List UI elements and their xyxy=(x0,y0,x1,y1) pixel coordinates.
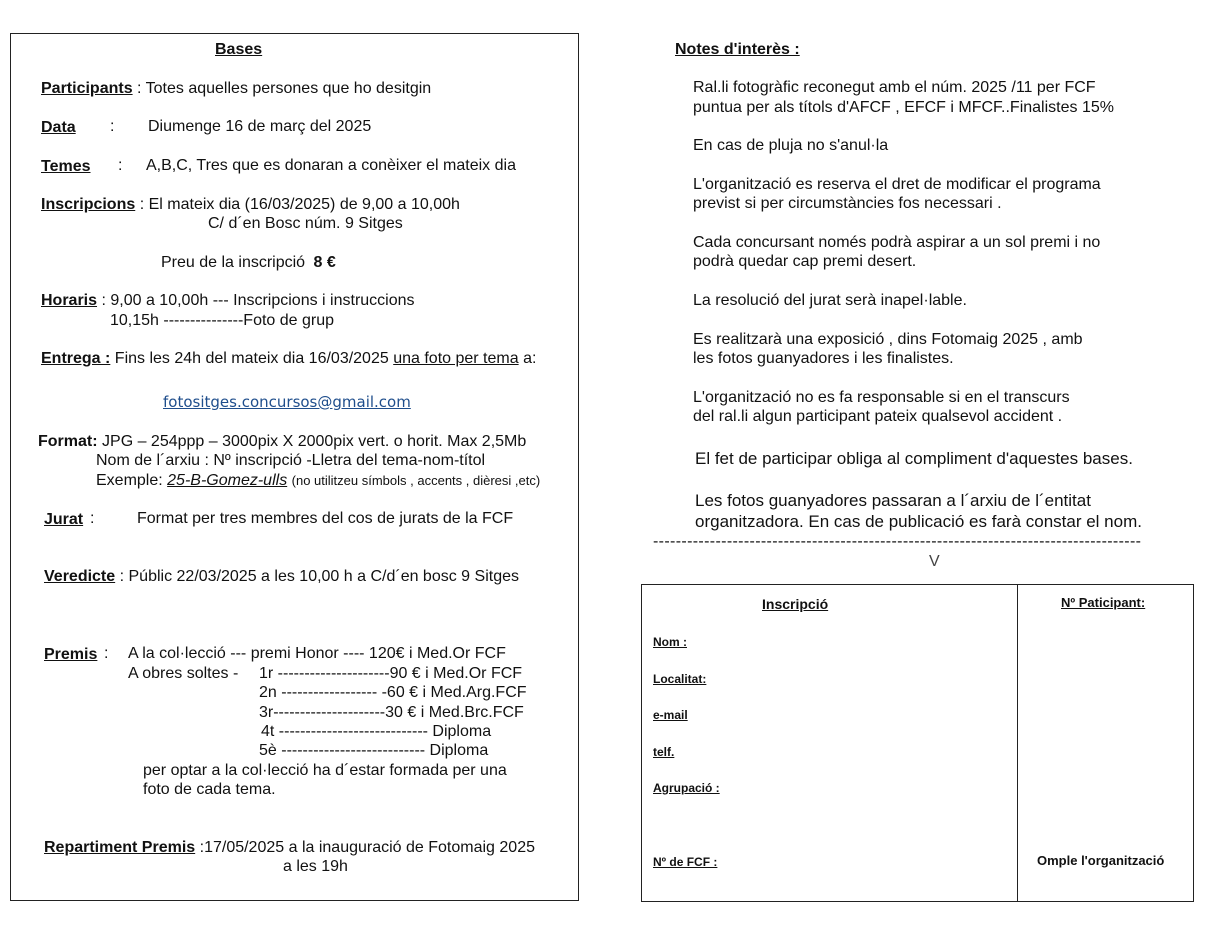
jurat-label: Jurat xyxy=(44,511,84,528)
cut-mark: V xyxy=(929,553,940,570)
bases-title: Bases xyxy=(215,41,263,58)
form-field-phone[interactable]: telf. xyxy=(653,745,675,759)
form-field-email[interactable]: e-mail xyxy=(653,708,688,722)
note-bold-line: El fet de participar obliga al compliment d'aquestes bases. xyxy=(695,449,1133,468)
inscripcions-line1: : El mateix dia (16/03/2025) de 9,00 a 10,00h xyxy=(139,196,460,213)
premis-line: A obres soltes - xyxy=(128,665,239,682)
premis-line: 3r---------------------30 € i Med.Brc.FCF xyxy=(259,704,524,721)
premis-line: 5è --------------------------- Diploma xyxy=(259,742,489,759)
format-label: Format: xyxy=(38,433,98,450)
note-line: La resolució del jurat serà inapel·lable. xyxy=(693,292,967,309)
note-line: previst si per circumstàncies fos necessari . xyxy=(693,195,1002,212)
premis-line: 4t ---------------------------- Diploma xyxy=(261,723,492,740)
premis-note: foto de cada tema. xyxy=(143,781,276,798)
veredicte-row xyxy=(44,568,519,586)
note-bold-line: Les fotos guanyadores passaran a l´arxiu de l´entitat xyxy=(695,491,1091,510)
notes-title: Notes d'interès : xyxy=(675,41,800,58)
example-row xyxy=(96,472,540,490)
repartiment-row xyxy=(44,839,535,857)
note-line: podrà quedar cap premi desert. xyxy=(693,253,917,270)
horaris-line1: : 9,00 a 10,00h --- Inscripcions i instruccions xyxy=(101,292,415,309)
note-bold-line: organitzadora. En cas de publicació es farà constar el nom. xyxy=(695,512,1142,531)
note-line: les fotos guanyadores i les finalistes. xyxy=(693,350,954,367)
data-text: Diumenge 16 de març del 2025 xyxy=(148,118,372,135)
repartiment-line2: a les 19h xyxy=(283,858,348,875)
horaris-label: Horaris xyxy=(41,292,98,309)
form-title: Inscripció xyxy=(762,596,829,612)
note-line: En cas de pluja no s'anul·la xyxy=(693,137,889,154)
participants-label: Participants xyxy=(41,80,133,97)
participants-row xyxy=(41,80,431,98)
example-label: Exemple: xyxy=(96,472,163,489)
veredicte-label: Veredicte xyxy=(44,568,116,585)
horaris-line2: 10,15h ---------------Foto de grup xyxy=(110,312,335,329)
price-text: Preu de la inscripció xyxy=(161,254,306,271)
entrega-text: Fins les 24h del mateix dia 16/03/2025 xyxy=(114,350,389,367)
temes-label: Temes xyxy=(41,158,91,175)
premis-line: A la col·lecció --- premi Honor ---- 120€ i Med.Or FCF xyxy=(128,645,506,662)
note-line: del ral.li algun participant pateix qualsevol accident . xyxy=(693,408,1063,425)
note-line: L'organització es reserva el dret de modificar el programa xyxy=(693,176,1101,193)
example-value: 25-B-Gomez-ulls xyxy=(167,472,288,489)
temes-text: A,B,C, Tres que es donaran a conèixer el mateix dia xyxy=(146,157,516,174)
example-note: (no utilitzeu símbols , accents , dièresi ,etc) xyxy=(291,473,541,488)
participant-number-title: Nº Paticipant: xyxy=(1061,595,1146,610)
form-field-locality[interactable]: Localitat: xyxy=(653,672,707,686)
cut-line: -------------------------------------------------------------------------------------- xyxy=(653,533,1142,550)
note-line: Ral.li fotogràfic reconegut amb el núm. 2025 /11 per FCF xyxy=(693,79,1096,96)
form-field-fcf-number[interactable]: Nº de FCF : xyxy=(653,855,718,869)
format-line1: JPG – 254ppp – 3000pix X 2000pix vert. o horit. Max 2,5Mb xyxy=(102,433,527,450)
form-field-group[interactable]: Agrupació : xyxy=(653,781,720,795)
premis-line: 2n ------------------ -60 € i Med.Arg.FCF xyxy=(259,684,527,701)
entrega-tail: a: xyxy=(523,350,537,367)
participants-text: : Totes aquelles persones que ho desitgin xyxy=(137,80,432,97)
entrega-label: Entrega : xyxy=(41,350,111,367)
format-line2: Nom de l´arxiu : Nº inscripció -Lletra del tema-nom-títol xyxy=(96,452,486,469)
premis-colon: : xyxy=(104,645,109,662)
format-row xyxy=(38,433,526,451)
data-colon: : xyxy=(110,118,115,135)
form-field-name[interactable]: Nom : xyxy=(653,635,687,649)
horaris-row xyxy=(41,292,415,310)
note-line: Cada concursant només podrà aspirar a un sol premi i no xyxy=(693,234,1101,251)
data-label: Data xyxy=(41,119,76,136)
inscripcions-label: Inscripcions xyxy=(41,196,136,213)
price-value: 8 € xyxy=(313,254,336,271)
repartiment-line1: :17/05/2025 a la inauguració de Fotomaig 2025 xyxy=(199,839,535,856)
inscripcions-row xyxy=(41,196,460,214)
jurat-colon: : xyxy=(90,510,95,527)
jurat-text: Format per tres membres del cos de jurats de la FCF xyxy=(137,510,514,527)
entrega-row xyxy=(41,350,536,368)
temes-colon: : xyxy=(118,157,123,174)
entrega-underline-text: una foto per tema xyxy=(393,350,519,367)
inscripcions-line2: C/ d´en Bosc núm. 9 Sitges xyxy=(208,215,403,232)
organizer-note: Omple l'organització xyxy=(1037,853,1165,868)
premis-note: per optar a la col·lecció ha d´estar formada per una xyxy=(143,762,507,779)
veredicte-text: : Públic 22/03/2025 a les 10,00 h a C/d´en bosc 9 Sitges xyxy=(119,568,519,585)
note-line: L'organització no es fa responsable si en el transcurs xyxy=(693,389,1070,406)
note-line: Es realitzarà una exposició , dins Fotomaig 2025 , amb xyxy=(693,331,1083,348)
premis-label: Premis xyxy=(44,646,98,663)
repartiment-label: Repartiment Premis xyxy=(44,839,196,856)
note-line: puntua per als títols d'AFCF , EFCF i MFCF..Finalistes 15% xyxy=(693,99,1114,116)
form-divider xyxy=(1017,584,1018,902)
premis-line: 1r ---------------------90 € i Med.Or FCF xyxy=(259,665,523,682)
price-row xyxy=(161,254,336,272)
email-link[interactable]: fotositges.concursos@gmail.com xyxy=(163,393,411,411)
